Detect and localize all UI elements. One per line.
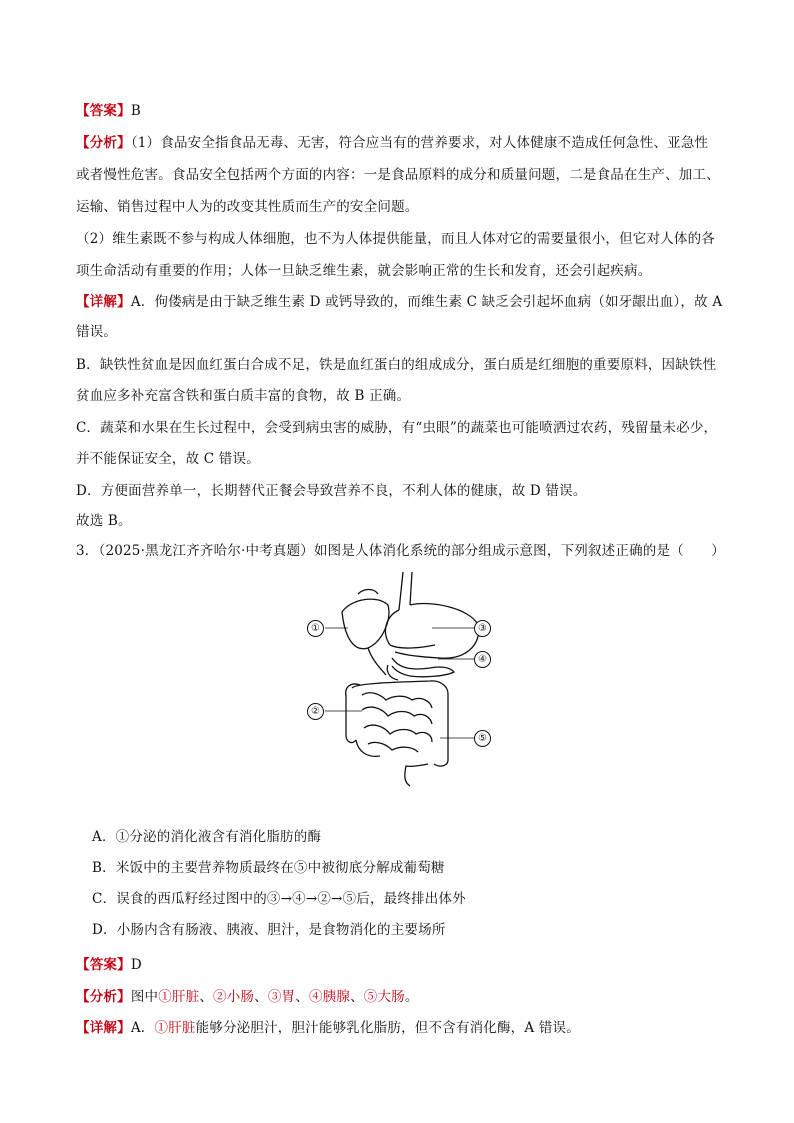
analysis-tag-2: 【分析】 (76, 989, 131, 1005)
detail-line-q3 (76, 1018, 726, 1038)
detail-line-d: D．方便面营养单一，长期替代正餐会导致营养不良，不利人体的健康，故 D 错误。 (76, 483, 587, 499)
option-b: B．米饭中的主要营养物质最终在⑤中被彻底分解成葡萄糖 (92, 860, 445, 876)
detail-line-a1 (76, 292, 726, 312)
detail-prefix: A． (130, 1020, 155, 1036)
detail-organ: ①肝脏 (154, 1020, 196, 1036)
answer-value: B (130, 103, 141, 119)
digestive-system-diagram (300, 570, 500, 788)
detail-tag: 【详解】 (76, 294, 131, 310)
conclusion-line: 故选 B。 (76, 513, 132, 529)
option-a: A．①分泌的消化液含有消化脂肪的酶 (92, 829, 322, 845)
label-2-marker: ② (307, 703, 324, 720)
organ-stomach: ③胃 (267, 989, 296, 1005)
answer-tag-2: 【答案】 (76, 957, 131, 973)
option-d: D．小肠内含有肠液、胰液、胆汁，是食物消化的主要场所 (92, 922, 446, 938)
analysis-line-1 (76, 133, 726, 153)
answer-value-2: D (130, 957, 142, 973)
label-3-marker: ③ (474, 620, 491, 637)
option-c: C．误食的西瓜籽经过图中的③→④→②→⑤后，最终排出体外 (92, 891, 466, 907)
organ-large-intestine: ⑤大肠 (363, 989, 405, 1005)
separator: 、 (350, 989, 364, 1005)
analysis-line-4: （2）维生素既不参与构成人体细胞，也不为人体提供能量，而且人体对它的需要量很小，但它对人体的各 (76, 231, 715, 247)
organ-small-intestine: ②小肠 (213, 989, 255, 1005)
detail-line-b2: 贫血应多补充富含铁和蛋白质丰富的食物，故 B 正确。 (76, 388, 411, 404)
digestive-system-illustration (300, 570, 500, 788)
analysis-line-2: 或者慢性危害。食品安全包括两个方面的内容：一是食品原料的成分和质量问题，二是食品在生产、加工、 (76, 167, 720, 183)
analysis-prefix: 图中 (130, 989, 159, 1005)
answer-tag: 【答案】 (76, 103, 131, 119)
organ-liver: ①肝脏 (158, 989, 200, 1005)
detail-line-c2: 并不能保证安全，故 C 错误。 (76, 451, 260, 467)
separator: 、 (199, 989, 214, 1005)
analysis-line-q3 (76, 987, 726, 1007)
answer-line-1 (76, 101, 726, 121)
label-5-marker: ⑤ (474, 730, 491, 747)
detail-line-a2: 错误。 (76, 324, 118, 340)
analysis-line-5: 项生命活动有重要的作用；人体一旦缺乏维生素，就会影响正常的生长和发育，还会引起疾病。 (76, 263, 652, 279)
end-mark: 。 (404, 989, 419, 1005)
detail-text: A．佝偻病是由于缺乏维生素 D 或钙导致的，而维生素 C 缺乏会引起坏血病（如牙龈出血），故 A (130, 294, 723, 310)
answer-line-2 (76, 955, 726, 975)
analysis-line-3: 运输、销售过程中人为的改变其性质而生产的安全问题。 (76, 199, 419, 215)
question-3-stem: 3．（2025·黑龙江齐齐哈尔·中考真题）如图是人体消化系统的部分组成示意图，下列叙述正确的是（ ） (76, 543, 725, 559)
separator: 、 (295, 989, 309, 1005)
analysis-text: （1）食品安全指食品无毒、无害，符合应当有的营养要求，对人体健康不造成任何急性、亚急性 (130, 135, 709, 151)
label-1-marker: ① (307, 620, 324, 637)
analysis-tag: 【分析】 (76, 135, 131, 151)
label-4-marker: ④ (474, 651, 491, 668)
detail-rest: 能够分泌胆汁，胆汁能够乳化脂肪，但不含有消化酶，A 错误。 (195, 1020, 580, 1036)
organ-pancreas: ④胰腺 (308, 989, 351, 1005)
separator: 、 (254, 989, 268, 1005)
detail-line-b1: B．缺铁性贫血是因血红蛋白合成不足，铁是血红蛋白的组成成分，蛋白质是红细胞的重要原料，因缺铁性 (76, 357, 717, 373)
detail-line-c1: C．蔬菜和水果在生长过程中，会受到病虫害的威胁，有“虫眼”的蔬菜也可能喷洒过农药，残留量未必少， (76, 420, 718, 436)
detail-tag-2: 【详解】 (76, 1020, 131, 1036)
